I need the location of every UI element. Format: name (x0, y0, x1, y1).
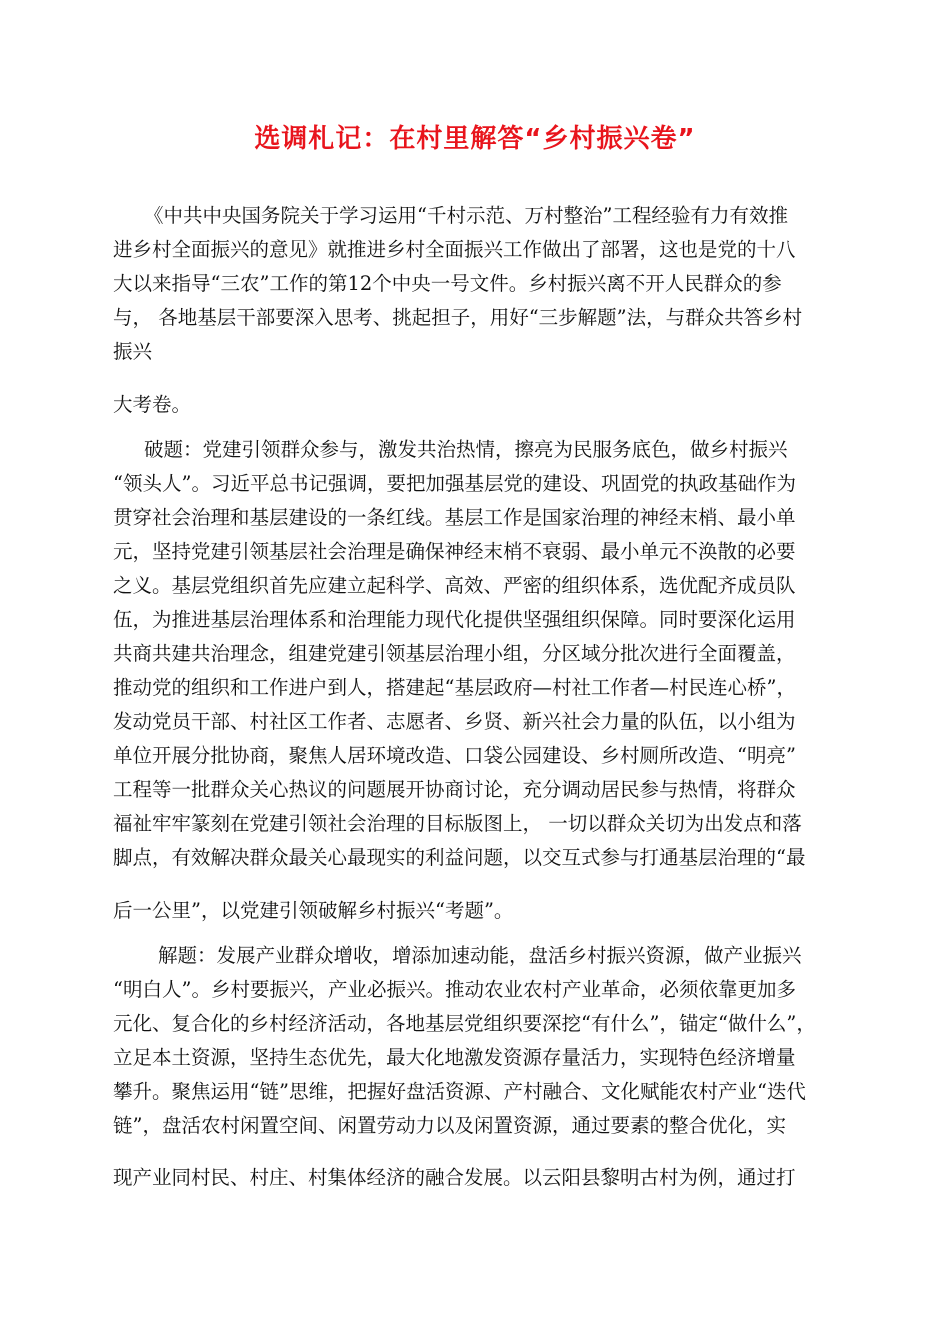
body-line: 攀升。聚焦运用“链”思维，把握好盘活资源、产村融合、文化赋能农村产业“迭代 (113, 1080, 806, 1103)
body-line: 共商共建共治理念，组建党建引领基层治理小组，分区域分批次进行全面覆盖， (113, 642, 796, 665)
document-title: 选调札记：在村里解答“乡村振兴卷” (254, 124, 696, 154)
body-line: 后一公里”，以党建引领破解乡村振兴“考题”。 (113, 899, 514, 922)
body-line: 伍，为推进基层治理体系和治理能力现代化提供坚强组织保障。同时要深化运用 (113, 608, 796, 631)
body-line: 之义。基层党组织首先应建立起科学、高效、严密的组织体系，选优配齐成员队 (113, 574, 796, 597)
body-line: 进乡村全面振兴的意见》就推进乡村全面振兴工作做出了部署，这也是党的十八 (113, 238, 796, 261)
body-line: 大以来指导“三农”工作的第12个中央一号文件。乡村振兴离不开人民群众的参 (113, 272, 782, 295)
body-line: 元化、复合化的乡村经济活动，各地基层党组织要深挖“有什么”，锚定“做什么”， (113, 1012, 816, 1035)
body-line: 推动党的组织和工作进户到人，搭建起“基层政府—村社工作者—村民连心桥”， (113, 676, 796, 699)
body-line: 福祉牢牢篆刻在党建引领社会治理的目标版图上， 一切以群众关切为出发点和落 (113, 812, 802, 835)
body-line: 振兴 (113, 340, 153, 363)
body-line: 脚点，有效解决群众最关心最现实的利益问题，以交互式参与打通基层治理的“最 (113, 846, 806, 869)
body-line: “领头人”。习近平总书记强调，要把加强基层党的建设、巩固党的执政基础作为 (113, 472, 796, 495)
body-line: 链”，盘活农村闲置空间、闲置劳动力以及闲置资源，通过要素的整合优化，实 (113, 1114, 786, 1137)
body-line: 大考卷。 (113, 393, 192, 416)
paragraph-start-line: 解题：发展产业群众增收，增添加速动能，盘活乡村振兴资源，做产业振兴 (158, 944, 802, 967)
body-line: “明白人”。乡村要振兴，产业必振兴。推动农业农村产业革命，必须依靠更加多 (113, 978, 796, 1001)
body-line: 工程等一批群众关心热议的问题展开协商讨论，充分调动居民参与热情，将群众 (113, 778, 796, 801)
body-line: 现产业同村民、村庄、村集体经济的融合发展。以云阳县黎明古村为例，通过打 (113, 1166, 796, 1189)
body-line: 元，坚持党建引领基层社会治理是确保神经末梢不衰弱、最小单元不涣散的必要 (113, 540, 796, 563)
body-line: 立足本土资源，坚持生态优先，最大化地激发资源存量活力，实现特色经济增量 (113, 1046, 796, 1069)
body-line: 贯穿社会治理和基层建设的一条红线。基层工作是国家治理的神经末梢、最小单 (113, 506, 796, 529)
body-line: 单位开展分批协商，聚焦人居环境改造、口袋公园建设、乡村厕所改造、“明亮” (113, 744, 796, 767)
body-line: 发动党员干部、村社区工作者、志愿者、乡贤、新兴社会力量的队伍，以小组为 (113, 710, 796, 733)
body-line: 与， 各地基层干部要深入思考、挑起担子，用好“三步解题”法，与群众共答乡村 (113, 306, 803, 329)
body-line: 《中共中央国务院关于学习运用“千村示范、万村整治”工程经验有力有效推 (144, 204, 788, 227)
paragraph-start-line: 破题：党建引领群众参与，激发共治热情，擦亮为民服务底色，做乡村振兴 (144, 438, 788, 461)
